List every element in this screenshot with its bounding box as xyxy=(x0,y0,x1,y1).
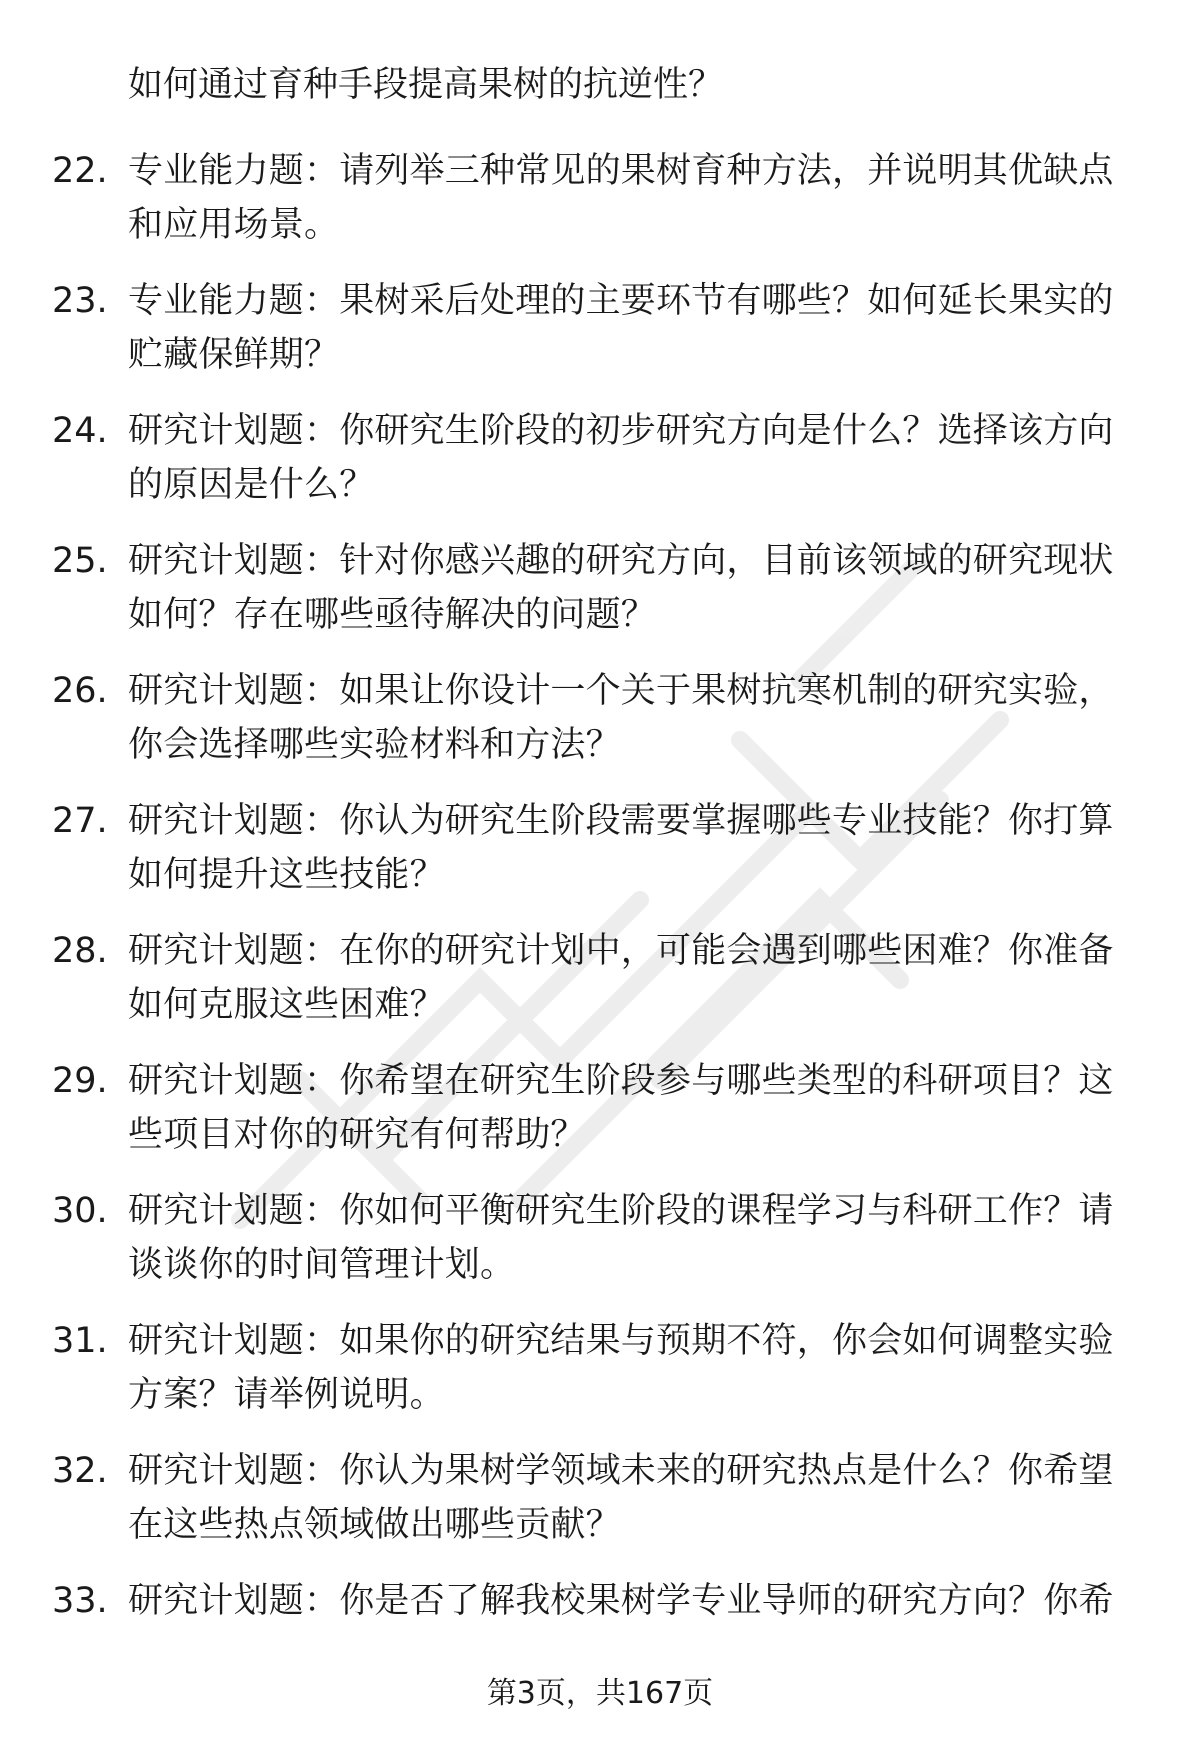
question-line: 研究计划题：如果让你设计一个关于果树抗寒机制的研究实验， xyxy=(128,671,1114,711)
question-number: 28. xyxy=(52,931,108,971)
question-number: 29. xyxy=(52,1061,108,1101)
question-item xyxy=(0,266,1200,396)
question-item xyxy=(0,1306,1200,1436)
question-line: 研究计划题：你认为果树学领域未来的研究热点是什么？你希望 xyxy=(128,1451,1114,1491)
question-line: 和应用场景。 xyxy=(128,205,340,245)
question-line: 些项目对你的研究有何帮助？ xyxy=(128,1115,586,1155)
question-text xyxy=(128,274,1138,382)
question-list xyxy=(0,136,1200,1696)
question-line: 谈谈你的时间管理计划。 xyxy=(128,1245,516,1285)
question-number: 33. xyxy=(52,1581,108,1621)
question-line: 研究计划题：针对你感兴趣的研究方向，目前该领域的研究现状 xyxy=(128,541,1114,581)
question-text xyxy=(128,1314,1138,1422)
question-number: 23. xyxy=(52,281,108,321)
question-item xyxy=(0,1046,1200,1176)
question-item xyxy=(0,526,1200,656)
question-line: 研究计划题：你是否了解我校果树学专业导师的研究方向？你希 xyxy=(128,1581,1114,1621)
question-item xyxy=(0,396,1200,526)
question-line: 专业能力题：请列举三种常见的果树育种方法，并说明其优缺点 xyxy=(128,151,1114,191)
question-text xyxy=(128,924,1138,1032)
question-number: 24. xyxy=(52,411,108,451)
question-text xyxy=(128,794,1138,902)
question-number: 27. xyxy=(52,801,108,841)
question-item xyxy=(0,656,1200,786)
question-line: 方案？请举例说明。 xyxy=(128,1375,445,1415)
question-item xyxy=(0,1176,1200,1306)
question-line: 专业能力题：果树采后处理的主要环节有哪些？如何延长果实的 xyxy=(128,281,1114,321)
question-line: 如何提升这些技能？ xyxy=(128,855,445,895)
question-text xyxy=(128,1054,1138,1162)
question-line: 研究计划题：你希望在研究生阶段参与哪些类型的科研项目？这 xyxy=(128,1061,1114,1101)
question-item xyxy=(0,136,1200,266)
question-text xyxy=(128,664,1138,772)
question-number: 31. xyxy=(52,1321,108,1361)
question-text xyxy=(128,1444,1138,1552)
question-text xyxy=(128,1184,1138,1292)
question-line: 研究计划题：你认为研究生阶段需要掌握哪些专业技能？你打算 xyxy=(128,801,1114,841)
continued-question-text: 如何通过育种手段提高果树的抗逆性？ xyxy=(128,65,724,105)
question-number: 22. xyxy=(52,151,108,191)
question-line: 研究计划题：你如何平衡研究生阶段的课程学习与科研工作？请 xyxy=(128,1191,1114,1231)
question-text xyxy=(128,534,1138,642)
question-number: 26. xyxy=(52,671,108,711)
question-item xyxy=(0,1436,1200,1566)
question-text xyxy=(128,144,1138,252)
question-line: 如何？存在哪些亟待解决的问题？ xyxy=(128,595,657,635)
question-number: 30. xyxy=(52,1191,108,1231)
question-item xyxy=(0,786,1200,916)
question-item xyxy=(0,916,1200,1046)
question-text xyxy=(128,1574,1138,1628)
question-line: 研究计划题：你研究生阶段的初步研究方向是什么？选择该方向 xyxy=(128,411,1114,451)
question-number: 25. xyxy=(52,541,108,581)
question-line: 研究计划题：如果你的研究结果与预期不符，你会如何调整实验 xyxy=(128,1321,1114,1361)
question-line: 如何克服这些困难？ xyxy=(128,985,445,1025)
question-text xyxy=(128,404,1138,512)
question-line: 贮藏保鲜期？ xyxy=(128,335,340,375)
question-line: 在这些热点领域做出哪些贡献？ xyxy=(128,1505,621,1545)
question-line: 的原因是什么？ xyxy=(128,465,375,505)
question-line: 你会选择哪些实验材料和方法？ xyxy=(128,725,621,765)
page-footer: 第3页，共167页 xyxy=(486,1676,714,1711)
question-line: 研究计划题：在你的研究计划中，可能会遇到哪些困难？你准备 xyxy=(128,931,1114,971)
question-number: 32. xyxy=(52,1451,108,1491)
